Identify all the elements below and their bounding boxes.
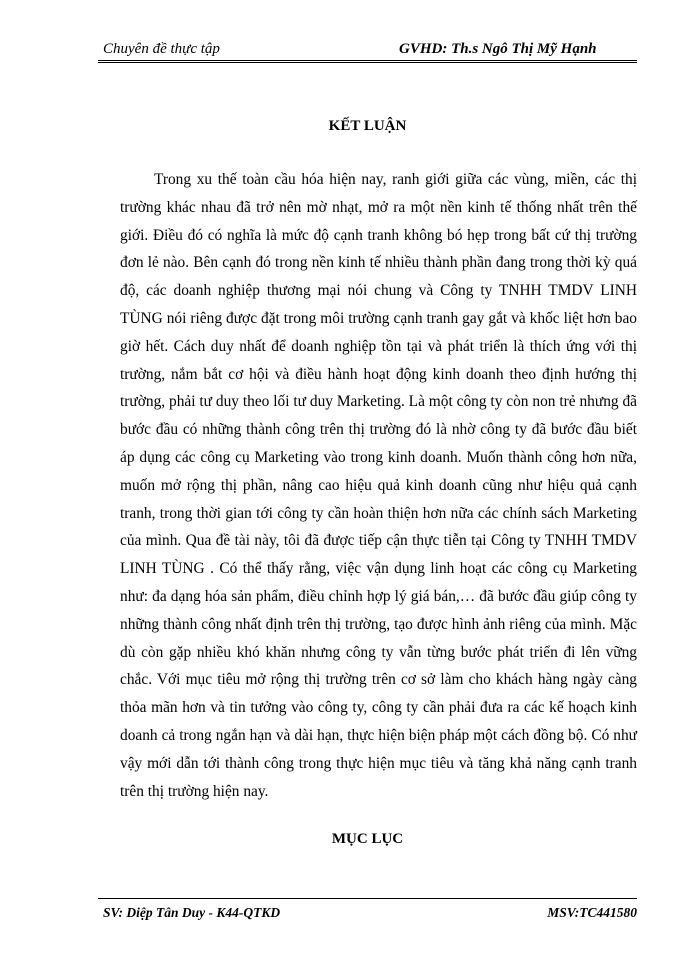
header-supervisor: GVHD: Th.s Ngô Thị Mỹ Hạnh <box>399 41 597 57</box>
table-of-contents-title: MỤC LỤC <box>331 831 404 847</box>
page-footer <box>98 898 637 919</box>
footer-student-name: SV: Diệp Tân Duy - K44-QTKD <box>103 905 281 920</box>
conclusion-paragraph: Trong xu thế toàn cầu hóa hiện nay, ranh giới giữa các vùng, miền, các thị trường khác nhau đã trở nên mờ nhạt, mở ra một nền kinh tế thống nhất trên thế giới. Điều đó có nghĩa là mức độ cạnh tranh không bó hẹp trong bất cứ thị trường đơn lẻ nào. Bên cạnh đó trong nền kinh tế nhiều thành phần đang trong thời kỳ quá độ, các doanh nghiệp thương mại nói chung và Công ty TNHH TMDV LINH TÙNG nói riêng được đặt trong môi trường cạnh tranh gay gắt và khốc liệt hơn bao giờ hết. Cách duy nhất để doanh nghiệp tồn tại và phát triển là thích ứng với thị trường, nắm bắt cơ hội và điều hành hoạt động kinh doanh theo định hướng thị trường, phải tư duy theo lối tư duy Marketing. Là một công ty còn non trẻ nhưng đã bước đầu có những thành công trên thị trường đó là nhờ công ty đã bước đầu biết áp dụng các công cụ Marketing vào trong kinh doanh. Muốn thành công hơn nữa, muốn mở rộng thị phần, nâng cao hiệu quả kinh doanh cũng như hiệu quả cạnh tranh, trong thời gian tới công ty cần hoàn thiện hơn nữa các chính sách Marketing của mình. Qua đề tài này, tôi đã được tiếp cận thực tiễn tại Công ty TNHH TMDV LINH TÙNG . Có thể thấy rằng, việc vận dụng linh hoạt các công cụ Marketing như: đa dạng hóa sản phẩm, điều chỉnh hợp lý giá bán,… đã bước đầu giúp công ty những thành công nhất định trên thị trường, tạo được hình ảnh riêng của mình. Mặc dù còn gặp nhiều khó khăn nhưng công ty vẫn từng bước phát triển đi lên vững chắc. Với mục tiêu mở rộng thị trường trên cơ sở làm cho khách hàng ngày càng thỏa mãn hơn và tin tưởng vào công ty, công ty cần phải đưa ra các kế hoạch kinh doanh cả trong ngắn hạn và dài hạn, thực hiện biện pháp một cách đồng bộ. Có như vậy mới dẫn tới thành công trong thực hiện mục tiêu và tăng khả năng cạnh tranh trên thị trường hiện nay. <box>120 171 637 800</box>
footer-student-id: MSV:TC441580 <box>547 905 637 920</box>
page-header <box>98 40 637 63</box>
conclusion-title: KẾT LUẬN <box>328 118 407 134</box>
header-document-type: Chuyên đề thực tập <box>103 41 220 57</box>
